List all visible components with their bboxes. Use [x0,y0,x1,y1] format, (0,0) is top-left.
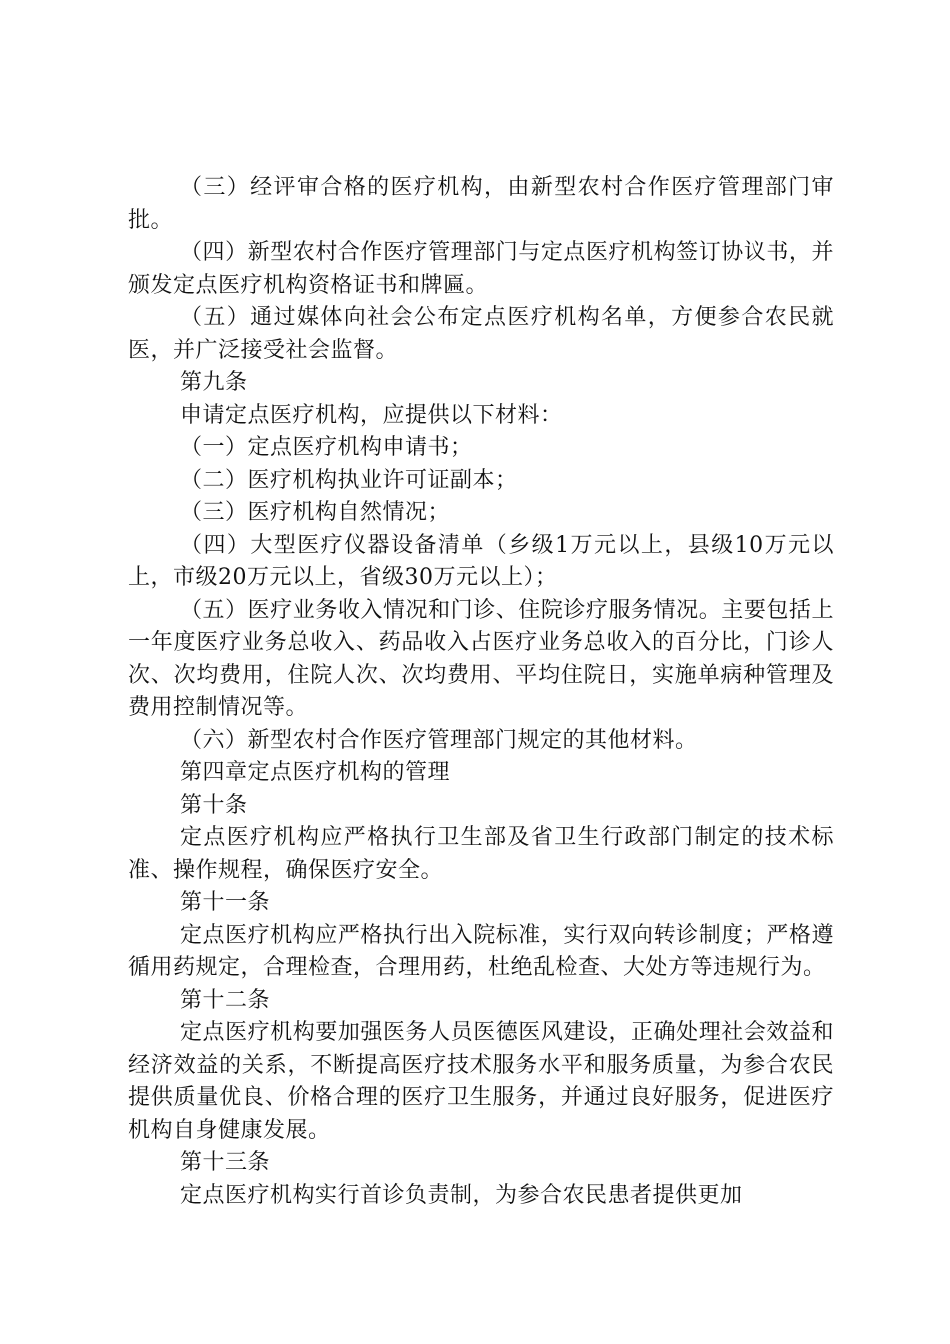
list-item-income-situation: （五）医疗业务收入情况和门诊、住院诊疗服务情况。主要包括上一年度医疗业务总收入、药品收入占医疗业务总收入的百分比，门诊人次、次均费用，住院人次、次均费用、平均住院日，实施单病种管理及费用控制情况等。 [128,597,834,720]
document-page [128,172,834,1212]
paragraph-sign-agreement: （四）新型农村合作医疗管理部门与定点医疗机构签订协议书，并颁发定点医疗机构资格证书和牌匾。 [128,240,834,298]
paragraph-admission-standards: 定点医疗机构应严格执行出入院标准，实行双向转诊制度；严格遵循用药规定，合理检查，合理用药，杜绝乱检查、大处方等违规行为。 [128,922,834,980]
list-item-equipment-list: （四）大型医疗仪器设备清单（乡级1万元以上，县级10万元以上，市级20万元以上，省级30万元以上）； [128,532,834,590]
paragraph-medical-ethics: 定点医疗机构要加强医务人员医德医风建设，正确处理社会效益和经济效益的关系，不断提高医疗技术服务水平和服务质量，为参合农民提供质量优良、价格合理的医疗卫生服务，并通过良好服务，促进医疗机构自身健康发展。 [128,1020,834,1143]
paragraph-technical-standards: 定点医疗机构应严格执行卫生部及省卫生行政部门制定的技术标准、操作规程，确保医疗安全。 [128,825,834,883]
article-heading-10: 第十条 [180,792,248,818]
list-item-other-materials: （六）新型农村合作医疗管理部门规定的其他材料。 [180,727,698,753]
article-heading-12: 第十二条 [180,987,271,1013]
list-item-natural-situation: （三）医疗机构自然情况； [180,500,451,525]
article-heading-11: 第十一条 [180,890,271,915]
article-heading-9: 第九条 [180,370,248,395]
chapter-heading-4: 第四章定点医疗机构的管理 [180,760,451,785]
paragraph-review-approval: （三）经评审合格的医疗机构，由新型农村合作医疗管理部门审批。 [128,175,834,233]
list-item-application-form: （一）定点医疗机构申请书； [180,435,473,460]
list-item-license-copy: （二）医疗机构执业许可证副本； [180,467,518,493]
article-heading-13: 第十三条 [180,1150,271,1175]
paragraph-publish-list: （五）通过媒体向社会公布定点医疗机构名单，方便参合农民就医，并广泛接受社会监督。 [128,305,834,363]
paragraph-first-diagnosis: 定点医疗机构实行首诊负责制，为参合农民患者提供更加 [180,1182,743,1208]
paragraph-application-materials: 申请定点医疗机构，应提供以下材料： [180,402,563,428]
